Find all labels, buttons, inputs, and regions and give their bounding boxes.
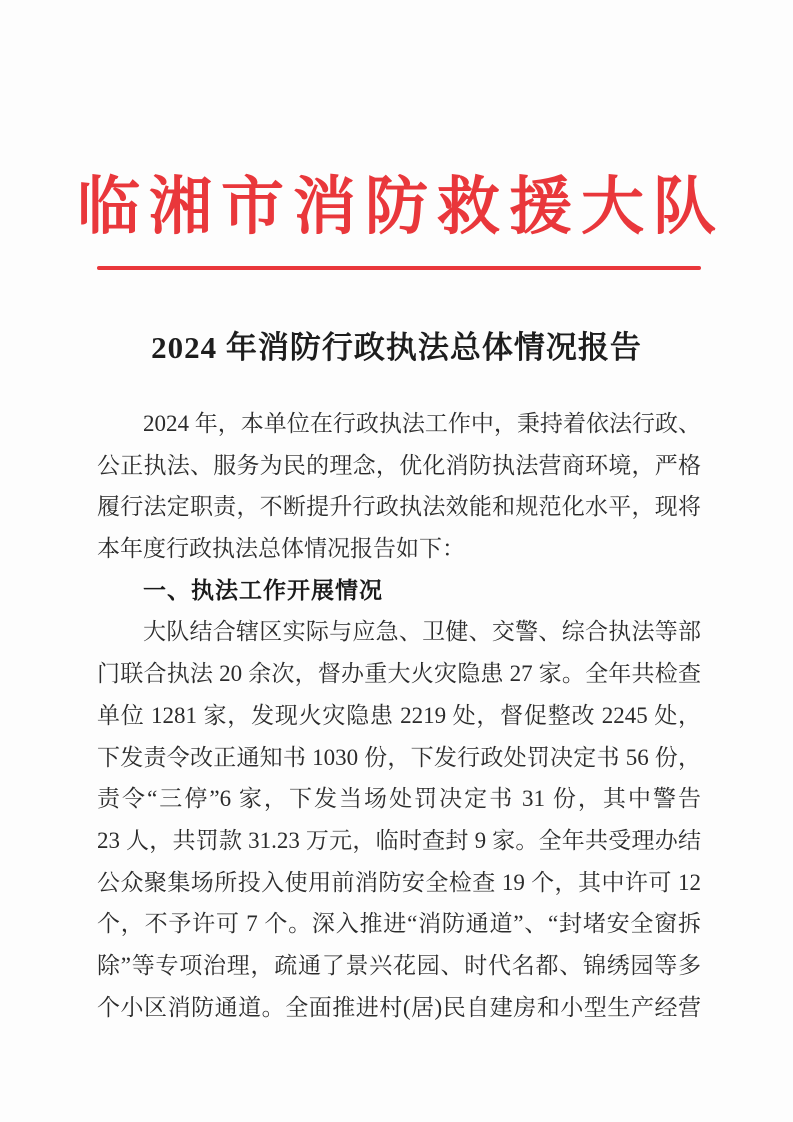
paragraph-1-line-3: 履行法定职责，不断提升行政执法效能和规范化水平，现将 — [97, 494, 701, 520]
paragraph-2-line-2: 门联合执法 20 余次，督办重大火灾隐患 27 家。全年共检查 — [97, 661, 701, 687]
paragraph-2-line-5: 责令“三停”6 家，下发当场处罚决定书 31 份，其中警告 — [97, 786, 701, 812]
document-body — [97, 403, 701, 1028]
letterhead-divider-line — [97, 266, 701, 270]
paragraph-1-line-2: 公正执法、服务为民的理念，优化消防执法营商环境，严格 — [97, 452, 701, 478]
document-title: 2024 年消防行政执法总体情况报告 — [151, 330, 642, 365]
paragraph-2-line-1: 大队结合辖区实际与应急、卫健、交警、综合执法等部 — [143, 619, 701, 645]
paragraph-2-line-6: 23 人，共罚款 31.23 万元，临时查封 9 家。全年共受理办结 — [97, 827, 701, 853]
paragraph-1-line-4: 本年度行政执法总体情况报告如下： — [97, 536, 465, 562]
letterhead-org-name: 临湘市消防救援大队 — [77, 172, 725, 242]
paragraph-2-line-8: 个，不予许可 7 个。深入推进“消防通道”、“封堵安全窗拆 — [97, 911, 701, 937]
paragraph-2-line-10: 个小区消防通道。全面推进村(居)民自建房和小型生产经营 — [97, 994, 701, 1020]
section-heading-1: 一、执法工作开展情况 — [143, 576, 383, 603]
paragraph-2-line-9: 除”等专项治理，疏通了景兴花园、时代名都、锦绣园等多 — [97, 952, 701, 978]
paragraph-2-line-3: 单位 1281 家，发现火灾隐患 2219 处，督促整改 2245 处， — [97, 702, 701, 728]
paragraph-1-line-1: 2024 年，本单位在行政执法工作中，秉持着依法行政、 — [143, 411, 701, 436]
paragraph-2-line-7: 公众聚集场所投入使用前消防安全检查 19 个，其中许可 12 — [97, 869, 701, 895]
paragraph-2-line-4: 下发责令改正通知书 1030 份，下发行政处罚决定书 56 份， — [97, 744, 701, 770]
